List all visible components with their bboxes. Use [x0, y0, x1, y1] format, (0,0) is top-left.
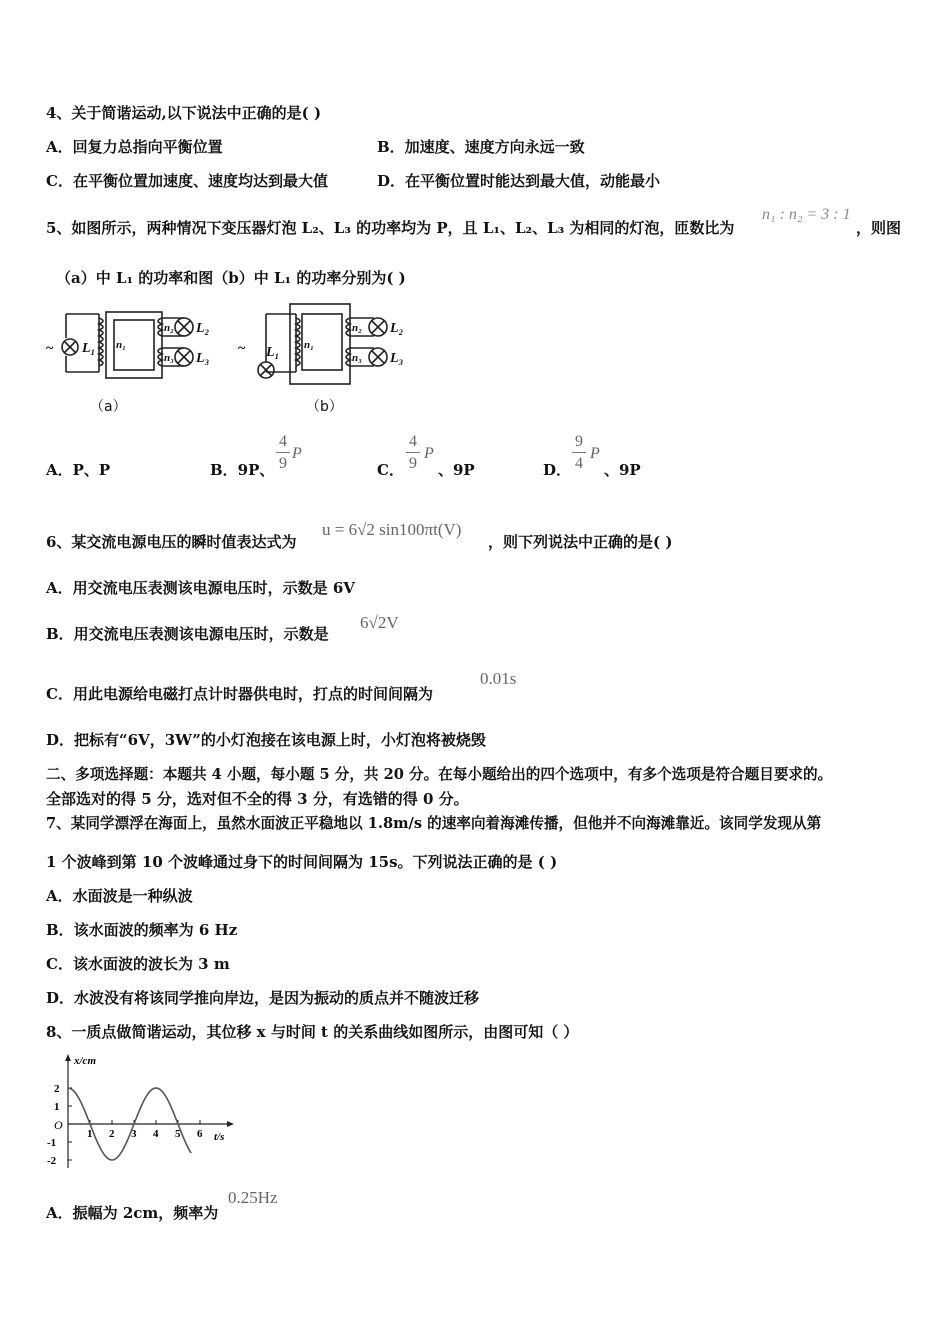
q6-option-c-math: 0.01s	[480, 669, 517, 688]
q4-option-a: A．回复力总指向平衡位置	[46, 138, 223, 156]
q5-fraction-d-var: P	[590, 445, 600, 462]
label-l3-a: L₃	[196, 351, 210, 366]
label-n1-b: n₁	[304, 339, 314, 351]
q7-option-a: A．水面波是一种纵波	[46, 887, 193, 905]
label-l1-b: L₁	[266, 345, 280, 360]
q5-ratio: n₁ : n₂ = 3 : 1	[762, 206, 851, 223]
y-tick-label: -2	[47, 1155, 57, 1167]
q8-option-a-math: 0.25Hz	[228, 1188, 278, 1207]
ac-symbol-b: ~	[238, 341, 246, 356]
x-tick-label: 1	[87, 1128, 93, 1140]
q8-displacement-chart	[44, 1050, 244, 1175]
x-axis-arrow	[227, 1121, 234, 1127]
q7-option-c: C．该水面波的波长为 3 m	[46, 955, 230, 973]
q6-option-c: C．用此电源给电磁打点计时器供电时，打点的时间间隔为	[46, 685, 433, 703]
q5-option-c-prefix: C．	[377, 461, 404, 479]
y-tick-label: 2	[54, 1083, 60, 1095]
label-l2-b: L₂	[390, 321, 404, 336]
q4-stem: 4、关于简谐运动,以下说法中正确的是( )	[46, 104, 322, 122]
y-tick-label: -1	[47, 1137, 57, 1149]
q5-stem-line2: （a）中 L₁ 的功率和图（b）中 L₁ 的功率分别为( )	[56, 269, 406, 287]
q4-option-d: D．在平衡位置时能达到最大值，动能最小	[377, 172, 661, 190]
q5-option-d-suffix: 、9P	[604, 461, 641, 479]
q6-formula: u = 6√2 sin100πt(V)	[322, 520, 462, 539]
label-n3-b: n₃	[352, 352, 362, 364]
x-tick-label: 5	[175, 1128, 181, 1140]
q6-option-d: D．把标有“6V，3W”的小灯泡接在该电源上时，小灯泡将被烧毁	[46, 731, 486, 749]
label-n1-a: n₁	[116, 339, 126, 351]
x-tick-label: 2	[109, 1128, 115, 1140]
ac-symbol-a: ~	[46, 341, 54, 356]
x-tick-label: 4	[153, 1128, 159, 1140]
y-tick-label: 1	[54, 1101, 60, 1113]
q8-stem: 8、一质点做简谐运动，其位移 x 与时间 t 的关系曲线如图所示，由图可知（ ）	[46, 1023, 579, 1041]
q5-stem-line1	[46, 218, 734, 238]
section2-line2: 全部选对的得 5 分，选对但不全的得 3 分，有选错的得 0 分。	[46, 790, 469, 808]
q5-option-c-suffix: 、9P	[438, 461, 475, 479]
label-n2-a: n₂	[164, 322, 174, 334]
q6-option-b-math: 6√2V	[360, 613, 399, 632]
q5-option-a: A．P、P	[46, 461, 111, 479]
y-axis-label: x/cm	[74, 1055, 96, 1067]
x-tick-label: 6	[197, 1128, 203, 1140]
q6-option-b: B．用交流电压表测该电源电压时，示数是	[46, 625, 329, 643]
x-tick-label: 3	[131, 1128, 137, 1140]
section2-line1: 二、多项选择题：本题共 4 小题，每小题 5 分，共 20 分。在每小题给出的四个选项中，有多个选项是符合题目要求的。	[46, 766, 833, 783]
label-n3-a: n₃	[164, 352, 174, 364]
label-l1-a: L₁	[82, 341, 96, 356]
label-l3-b: L₃	[390, 351, 404, 366]
x-axis-label: t/s	[214, 1131, 225, 1143]
y-axis-arrow	[65, 1054, 71, 1061]
q8-option-a: A．振幅为 2cm，频率为	[46, 1204, 219, 1222]
q6-stem-part1: 6、某交流电源电压的瞬时值表达式为	[46, 533, 297, 551]
q5-fraction-b-var: P	[292, 445, 302, 462]
q6-option-a: A．用交流电压表测该电源电压时，示数是 6V	[46, 579, 355, 597]
q5-option-b-prefix: B．9P、	[210, 461, 275, 479]
q7-option-d: D．水波没有将该同学推向岸边，是因为振动的质点并不随波迁移	[46, 989, 480, 1007]
caption-b: （b）	[306, 399, 343, 415]
q5-fraction-b: 4 9	[276, 433, 290, 473]
q5-option-d-prefix: D．	[543, 461, 572, 479]
q5-stem-part1: 5、如图所示，两种情况下变压器灯泡 L₂、L₃ 的功率均为 P，且 L₁、L₂、L₃ 为相同的灯泡，匝数比为	[46, 219, 735, 237]
q7-stem-line2: 1 个波峰到第 10 个波峰通过身下的时间间隔为 15s。下列说法正确的是 ( )	[46, 853, 558, 871]
origin-label: O	[54, 1118, 63, 1132]
q5-stem-part2: ，则图	[856, 219, 902, 237]
q5-fraction-c-var: P	[424, 445, 434, 462]
label-n2-b: n₂	[352, 322, 362, 334]
q7-option-b: B．该水面波的频率为 6 Hz	[46, 921, 238, 939]
q4-option-b: B．加速度、速度方向永远一致	[377, 138, 585, 156]
caption-a: （a）	[90, 399, 127, 415]
q4-option-c: C．在平衡位置加速度、速度均达到最大值	[46, 172, 328, 190]
q7-stem-line1: 7、某同学漂浮在海面上，虽然水面波正平稳地以 1.8m/s 的速率向着海滩传播，但他并不向海滩靠近。该同学发现从第	[46, 815, 822, 832]
q6-stem-part2: ，则下列说法中正确的是( )	[488, 533, 673, 551]
q5-circuit-diagram	[44, 300, 424, 410]
q5-fraction-d: 9 4	[572, 433, 586, 473]
q5-fraction-c: 4 9	[406, 433, 420, 473]
label-l2-a: L₂	[196, 321, 210, 336]
